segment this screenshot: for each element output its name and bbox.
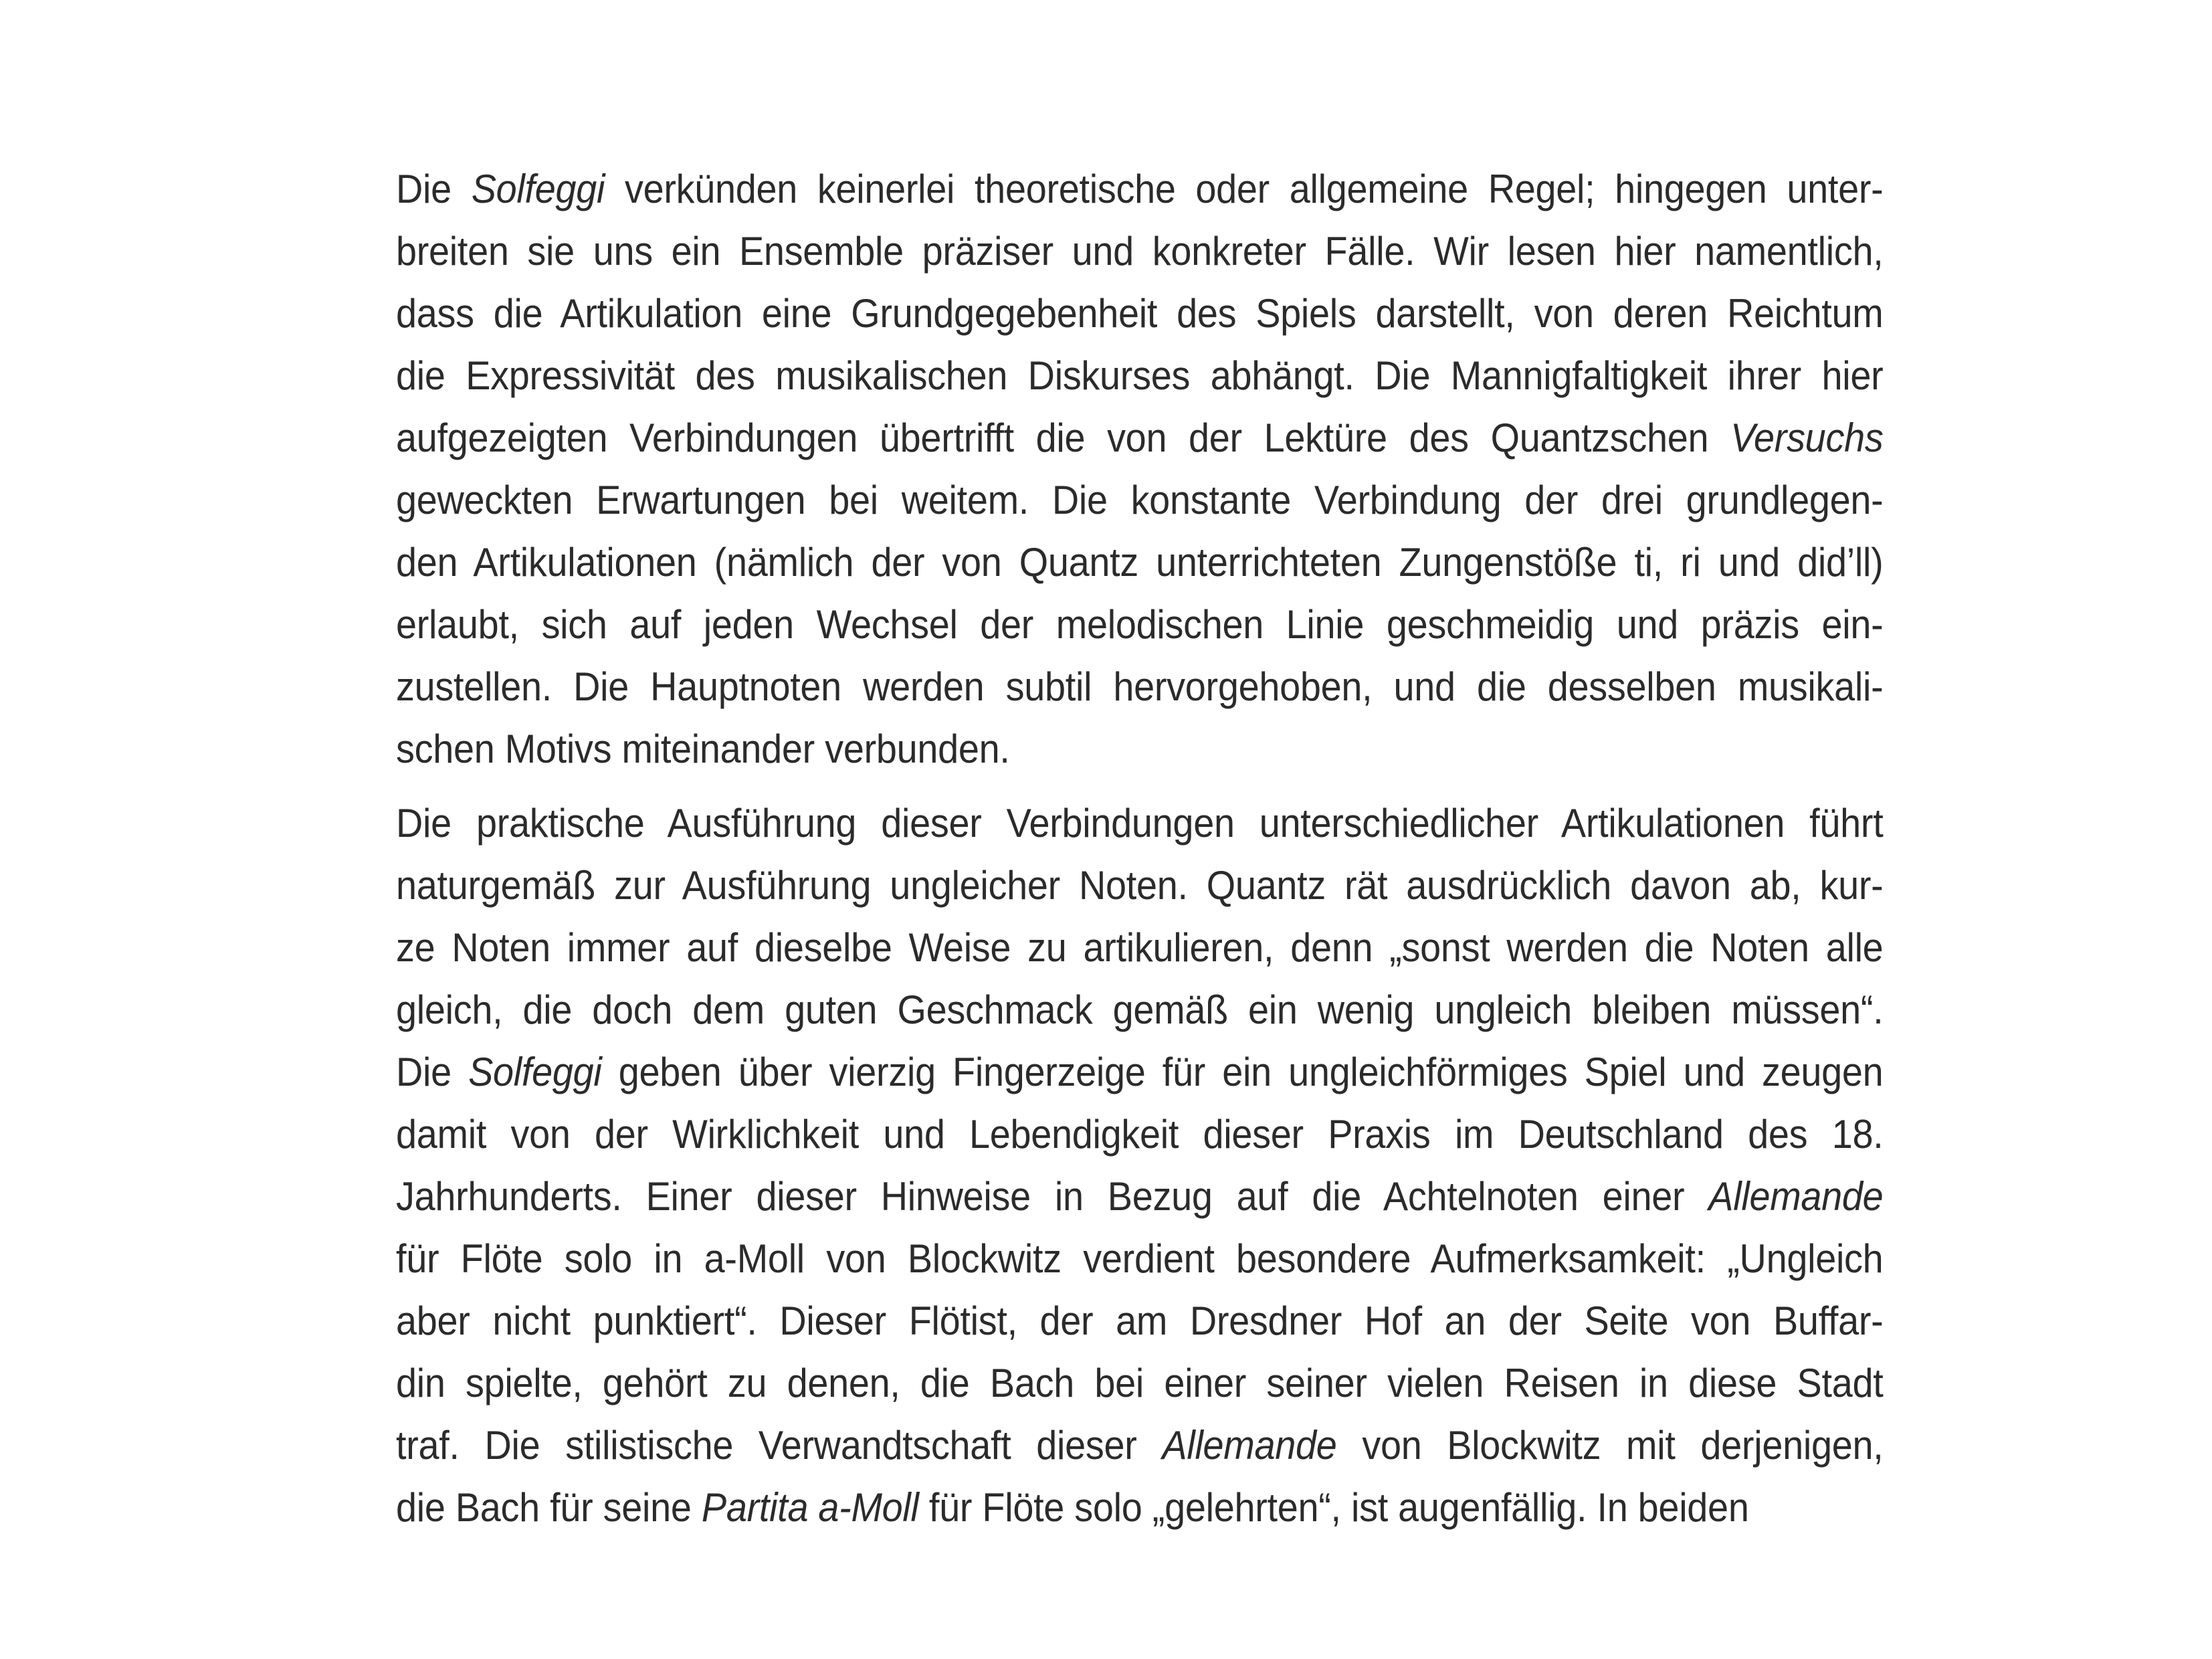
- body-text: [396, 158, 1884, 1539]
- text-run: geweckten Erwartungen bei weitem. Die konstante Verbindung der drei grundlegen-: [396, 478, 1884, 522]
- text-run: Die: [396, 1050, 469, 1094]
- text-run: erlaubt, sich auf jeden Wechsel der melodischen Linie geschmeidig und präzis ein-: [396, 602, 1884, 647]
- text-run: Die praktische Ausführung dieser Verbindungen unterschiedlicher Artikulationen führt: [396, 801, 1884, 846]
- text-run: zustellen. Die Hauptnoten werden subtil hervorgehoben, und die desselben musikali-: [396, 664, 1884, 709]
- text-run: den Artikulationen (nämlich der von Quantz unterrichteten Zungenstöße ti, ri und did’ll): [396, 540, 1884, 585]
- text-line: [396, 345, 1883, 407]
- text-line: [396, 1165, 1883, 1228]
- text-run: von Blockwitz mit derjenigen,: [1336, 1423, 1884, 1468]
- text-line: [396, 656, 1883, 718]
- italic-title: Partita a-Moll: [701, 1485, 919, 1530]
- text-run: traf. Die stilistische Verwandtschaft dieser: [396, 1423, 1163, 1468]
- italic-title: Allemande: [1162, 1423, 1337, 1468]
- text-run: geben über vierzig Fingerzeige für ein ungleichförmiges Spiel und zeugen: [601, 1050, 1884, 1094]
- text-line: [396, 1290, 1883, 1352]
- text-run: damit von der Wirklichkeit und Lebendigkeit dieser Praxis im Deutschland des 18.: [396, 1112, 1884, 1157]
- text-line: [396, 407, 1883, 469]
- text-run: die Expressivität des musikalischen Diskurses abhängt. Die Mannigfaltigkeit ihrer hier: [396, 353, 1884, 398]
- text-run: verkünden keinerlei theoretische oder allgemeine Regel; hingegen unter-: [605, 167, 1884, 211]
- text-line: [396, 1476, 1883, 1539]
- text-run: gleich, die doch dem guten Geschmack gemäß ein wenig ungleich bleiben müssen“.: [396, 987, 1884, 1032]
- italic-title: Solfeggi: [468, 1050, 602, 1094]
- italic-title: Versuchs: [1730, 415, 1884, 460]
- text-line: [396, 1041, 1883, 1103]
- text-line: [396, 792, 1883, 854]
- text-run: aufgezeigten Verbindungen übertrifft die von der Lektüre des Quantzschen: [396, 415, 1731, 460]
- text-line: [396, 158, 1883, 220]
- text-run: din spielte, gehört zu denen, die Bach bei einer seiner vielen Reisen in diese Stadt: [396, 1361, 1884, 1405]
- text-run: Jahrhunderts. Einer dieser Hinweise in Bezug auf die Achtelnoten einer: [396, 1174, 1709, 1219]
- text-line: [396, 979, 1883, 1041]
- text-run: naturgemäß zur Ausführung ungleicher Noten. Quantz rät ausdrücklich davon ab, kur-: [396, 863, 1884, 908]
- text-line: [396, 1228, 1883, 1290]
- text-run: aber nicht punktiert“. Dieser Flötist, der am Dresdner Hof an der Seite von Buffar-: [396, 1298, 1884, 1343]
- text-run: für Flöte solo in a-Moll von Blockwitz verdient besondere Aufmerksamkeit: „Ungleich: [396, 1236, 1884, 1281]
- text-run: schen Motivs miteinander verbunden.: [396, 726, 1010, 771]
- text-line: [396, 916, 1883, 979]
- text-run: ze Noten immer auf dieselbe Weise zu artikulieren, denn „sonst werden die Noten alle: [396, 925, 1884, 970]
- text-line: [396, 1414, 1883, 1476]
- paragraph: [396, 158, 1884, 780]
- text-line: [396, 1103, 1883, 1165]
- italic-title: Allemande: [1708, 1174, 1884, 1219]
- text-run: breiten sie uns ein Ensemble präziser und konkreter Fälle. Wir lesen hier namentlich,: [396, 229, 1884, 274]
- text-run: die Bach für seine: [396, 1485, 702, 1530]
- text-run: für Flöte solo „gelehrten“, ist augenfällig. In beiden: [918, 1485, 1749, 1530]
- text-line: [396, 718, 1883, 780]
- text-line: [396, 854, 1883, 916]
- text-line: [396, 531, 1883, 593]
- text-run: Die: [396, 167, 472, 211]
- text-line: [396, 469, 1883, 531]
- italic-title: Solfeggi: [471, 167, 605, 211]
- text-run: dass die Artikulation eine Grundgegebenheit des Spiels darstellt, von deren Reichtum: [396, 291, 1884, 336]
- text-line: [396, 593, 1883, 656]
- text-line: [396, 282, 1883, 345]
- paragraph: [396, 792, 1884, 1539]
- text-line: [396, 1352, 1883, 1414]
- text-line: [396, 220, 1883, 282]
